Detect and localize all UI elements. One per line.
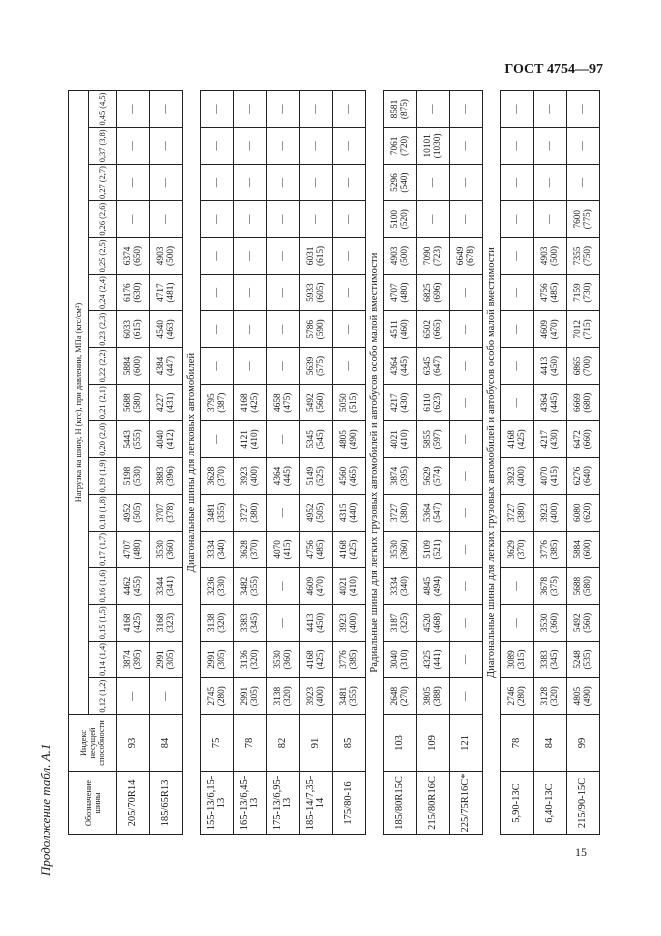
load-value: 5884 (600)	[567, 531, 600, 568]
tire-designation: 175/80-16	[333, 772, 366, 835]
load-value: —	[534, 164, 567, 201]
load-value: 5933 (605)	[300, 274, 333, 311]
load-value: —	[150, 678, 183, 715]
table-row	[300, 91, 333, 835]
table-row	[450, 91, 483, 835]
load-value: —	[267, 494, 300, 531]
load-value: 4364 (445)	[384, 348, 417, 385]
load-index: 78	[234, 715, 267, 772]
load-value: 3727 (380)	[501, 494, 534, 531]
table-row	[267, 91, 300, 835]
load-value: 4325 (441)	[417, 641, 450, 678]
load-value: 4217 (430)	[384, 384, 417, 421]
load-value: 6110 (623)	[417, 384, 450, 421]
load-index: 84	[534, 715, 567, 772]
load-value: 5100 (520)	[384, 201, 417, 238]
load-value: 5884 (600)	[117, 348, 150, 385]
load-value: 3628 (370)	[234, 531, 267, 568]
col-header-index: Индекс несущей способности	[69, 715, 117, 772]
load-value: 10101 (1030)	[417, 128, 450, 165]
col-header-pressure: 0,21 (2,1)	[89, 384, 117, 421]
load-value: 3795 (387)	[201, 384, 234, 421]
load-value: 5492 (560)	[300, 384, 333, 421]
load-value: 2746 (280)	[501, 678, 534, 715]
table-row	[117, 91, 150, 835]
load-value: 4903 (500)	[150, 238, 183, 275]
load-value: 2991 (305)	[234, 678, 267, 715]
load-value: 4364 (445)	[534, 384, 567, 421]
load-index: 93	[117, 715, 150, 772]
load-value: 5855 (597)	[417, 421, 450, 458]
load-value: 4845 (494)	[417, 568, 450, 605]
load-value: —	[267, 421, 300, 458]
tire-designation: 215/90-15C	[567, 772, 600, 835]
load-value: —	[201, 311, 234, 348]
load-value: 3383 (345)	[234, 604, 267, 641]
load-value: —	[267, 128, 300, 165]
load-value: 4168 (425)	[300, 641, 333, 678]
load-index: 103	[384, 715, 417, 772]
load-value: —	[201, 128, 234, 165]
load-value: 6472 (660)	[567, 421, 600, 458]
load-index: 121	[450, 715, 483, 772]
load-value: —	[501, 604, 534, 641]
table-row	[534, 91, 567, 835]
col-header-pressure: 0,23 (2,3)	[89, 311, 117, 348]
load-value: —	[201, 164, 234, 201]
load-value: 3805 (388)	[417, 678, 450, 715]
load-value: 4756 (485)	[534, 274, 567, 311]
col-header-pressure: 0,16 (1,6)	[89, 568, 117, 605]
load-value: 4540 (463)	[150, 311, 183, 348]
load-value: 3040 (310)	[384, 641, 417, 678]
load-value: 3678 (375)	[534, 568, 567, 605]
load-value: 4021 (410)	[384, 421, 417, 458]
load-value: 4364 (445)	[267, 458, 300, 495]
load-value: 3128 (320)	[534, 678, 567, 715]
load-value: —	[150, 91, 183, 128]
load-value: 7012 (715)	[567, 311, 600, 348]
load-value: —	[201, 238, 234, 275]
load-value: —	[267, 201, 300, 238]
load-value: —	[333, 164, 366, 201]
load-value: —	[567, 164, 600, 201]
load-value: —	[501, 348, 534, 385]
load-value: 4021 (410)	[333, 568, 366, 605]
table-row	[234, 91, 267, 835]
section-row	[366, 91, 384, 835]
load-value: 2745 (280)	[201, 678, 234, 715]
load-value: 3923 (400)	[300, 678, 333, 715]
load-value: 3187 (325)	[384, 604, 417, 641]
load-value: —	[201, 348, 234, 385]
load-value: 5688 (580)	[117, 384, 150, 421]
load-value: 4413 (450)	[300, 604, 333, 641]
load-value: 7159 (730)	[567, 274, 600, 311]
load-value: 3923 (400)	[534, 494, 567, 531]
load-value: —	[300, 128, 333, 165]
load-value: 6345 (647)	[417, 348, 450, 385]
table-row	[150, 91, 183, 835]
col-header-pressure: 0,19 (1,9)	[89, 458, 117, 495]
load-index: 75	[201, 715, 234, 772]
load-value: —	[450, 91, 483, 128]
load-value: 3776 (385)	[333, 641, 366, 678]
tire-designation: 185/65R13	[150, 772, 183, 835]
load-value: 3136 (320)	[234, 641, 267, 678]
load-value: —	[501, 91, 534, 128]
load-value: 4903 (500)	[534, 238, 567, 275]
load-value: 3530 (360)	[534, 604, 567, 641]
load-value: 3138 (320)	[201, 604, 234, 641]
load-value: 3236 (330)	[201, 568, 234, 605]
col-header-pressure: 0,37 (3,8)	[89, 128, 117, 165]
load-value: 4560 (465)	[333, 458, 366, 495]
load-value: —	[300, 91, 333, 128]
load-value: —	[333, 201, 366, 238]
load-value: —	[501, 201, 534, 238]
col-header-pressure: 0,26 (2,6)	[89, 201, 117, 238]
load-value: 3874 (395)	[384, 458, 417, 495]
load-value: —	[501, 568, 534, 605]
load-index: 78	[501, 715, 534, 772]
load-value: 3727 (380)	[234, 494, 267, 531]
load-value: 3883 (396)	[150, 458, 183, 495]
load-value: 5364 (547)	[417, 494, 450, 531]
load-value: 3923 (400)	[333, 604, 366, 641]
load-value: 3334 (340)	[201, 531, 234, 568]
load-value: 4658 (475)	[267, 384, 300, 421]
load-value: —	[450, 201, 483, 238]
load-value: 2991 (305)	[201, 641, 234, 678]
load-value: —	[234, 91, 267, 128]
load-value: —	[450, 128, 483, 165]
load-value: 3727 (380)	[384, 494, 417, 531]
load-value: —	[333, 128, 366, 165]
tire-designation: 6,40-13C	[534, 772, 567, 835]
load-value: —	[450, 384, 483, 421]
load-value: 6033 (615)	[117, 311, 150, 348]
load-value: —	[117, 91, 150, 128]
load-value: 2648 (270)	[384, 678, 417, 715]
load-value: —	[234, 274, 267, 311]
load-index: 84	[150, 715, 183, 772]
load-value: —	[417, 201, 450, 238]
load-value: 5443 (555)	[117, 421, 150, 458]
load-value: 5786 (590)	[300, 311, 333, 348]
load-value: —	[450, 494, 483, 531]
load-value: 4717 (481)	[150, 274, 183, 311]
section-row	[183, 91, 201, 835]
col-header-load: Нагрузка на шину, Н (кгс), при давлении, МПа (кгс/см²)	[69, 91, 89, 715]
load-value: —	[201, 201, 234, 238]
load-value: 4805 (490)	[333, 421, 366, 458]
load-value: —	[234, 238, 267, 275]
load-value: 6669 (680)	[567, 384, 600, 421]
load-value: —	[150, 164, 183, 201]
load-value: 5492 (560)	[567, 604, 600, 641]
load-value: 6865 (700)	[567, 348, 600, 385]
page-number: 15	[575, 845, 587, 859]
col-header-pressure: 0,45 (4,5)	[89, 91, 117, 128]
load-value: —	[450, 568, 483, 605]
load-value: 5109 (521)	[417, 531, 450, 568]
load-value: 5248 (535)	[567, 641, 600, 678]
load-value: —	[567, 91, 600, 128]
load-value: —	[234, 348, 267, 385]
load-value: —	[234, 164, 267, 201]
col-header-pressure: 0,14 (1,4)	[89, 641, 117, 678]
load-value: 3628 (370)	[201, 458, 234, 495]
load-value: 8581 (875)	[384, 91, 417, 128]
load-value: 3168 (323)	[150, 604, 183, 641]
load-value: 3481 (355)	[201, 494, 234, 531]
load-value: 4609 (470)	[300, 568, 333, 605]
load-value: —	[267, 238, 300, 275]
load-value: 6276 (640)	[567, 458, 600, 495]
load-value: —	[450, 311, 483, 348]
load-value: 3874 (395)	[117, 641, 150, 678]
load-value: 7061 (720)	[384, 128, 417, 165]
load-value: 4040 (412)	[150, 421, 183, 458]
load-value: 4805 (490)	[567, 678, 600, 715]
load-value: 3530 (360)	[267, 641, 300, 678]
load-value: 5639 (575)	[300, 348, 333, 385]
table-caption: Продолжение табл. А.1	[38, 743, 53, 876]
load-value: 4511 (460)	[384, 311, 417, 348]
load-value: 3089 (315)	[501, 641, 534, 678]
load-value: —	[117, 164, 150, 201]
load-value: —	[333, 91, 366, 128]
load-value: 4315 (440)	[333, 494, 366, 531]
load-value: —	[567, 128, 600, 165]
col-header-pressure: 0,20 (2,0)	[89, 421, 117, 458]
load-value: —	[501, 238, 534, 275]
col-header-pressure: 0,15 (1,5)	[89, 604, 117, 641]
load-value: 5629 (574)	[417, 458, 450, 495]
table-row	[384, 91, 417, 835]
load-value: 4217 (430)	[534, 421, 567, 458]
load-value: 3334 (340)	[384, 568, 417, 605]
table-row	[417, 91, 450, 835]
load-value: 4609 (470)	[534, 311, 567, 348]
load-index: 91	[300, 715, 333, 772]
load-value: 5149 (525)	[300, 458, 333, 495]
table-row	[201, 91, 234, 835]
tire-designation: 225/75R16C*	[450, 772, 483, 835]
load-value: —	[117, 128, 150, 165]
load-value: —	[117, 678, 150, 715]
load-index: 85	[333, 715, 366, 772]
load-value: 4707 (480)	[384, 274, 417, 311]
load-value: 7355 (750)	[567, 238, 600, 275]
load-value: —	[267, 604, 300, 641]
col-header-pressure: 0,12 (1,2)	[89, 678, 117, 715]
load-index: 99	[567, 715, 600, 772]
load-value: —	[534, 91, 567, 128]
rotated-table-wrapper	[68, 91, 593, 835]
load-value: 6649 (678)	[450, 238, 483, 275]
load-value: —	[234, 201, 267, 238]
load-value: 4520 (468)	[417, 604, 450, 641]
table-row	[501, 91, 534, 835]
load-value: 7090 (723)	[417, 238, 450, 275]
load-value: 4903 (500)	[384, 238, 417, 275]
load-value: —	[234, 128, 267, 165]
load-value: 3344 (341)	[150, 568, 183, 605]
tire-designation: 155-13/6,15-13	[201, 772, 234, 835]
load-value: 4168 (425)	[501, 421, 534, 458]
load-value: —	[450, 164, 483, 201]
tire-designation: 185/80R15C	[384, 772, 417, 835]
col-header-designation: Обозначение шины	[69, 772, 117, 835]
load-value: —	[450, 531, 483, 568]
load-value: —	[300, 164, 333, 201]
load-value: —	[417, 164, 450, 201]
section-title: Диагональные шины для легковых автомобилей	[183, 91, 201, 835]
load-value: 4952 (505)	[300, 494, 333, 531]
load-value: 3707 (378)	[150, 494, 183, 531]
load-index: 109	[417, 715, 450, 772]
load-value: —	[534, 201, 567, 238]
col-header-pressure: 0,24 (2,4)	[89, 274, 117, 311]
load-value: 6080 (620)	[567, 494, 600, 531]
load-value: 5198 (530)	[117, 458, 150, 495]
load-value: —	[267, 348, 300, 385]
table-row	[333, 91, 366, 835]
load-value: 3530 (360)	[384, 531, 417, 568]
load-value: 4070 (415)	[534, 458, 567, 495]
load-value: 3383 (345)	[534, 641, 567, 678]
load-value: —	[333, 274, 366, 311]
load-value: 4070 (415)	[267, 531, 300, 568]
load-value: —	[501, 311, 534, 348]
load-value: —	[267, 164, 300, 201]
load-value: —	[450, 641, 483, 678]
load-value: —	[450, 274, 483, 311]
col-header-pressure: 0,27 (2,7)	[89, 164, 117, 201]
load-value: —	[267, 311, 300, 348]
section-title: Диагональные шины для легких грузовых автомобилей и автобусов особо малой вместимости	[483, 91, 501, 835]
load-value: —	[333, 311, 366, 348]
load-value: 4227 (431)	[150, 384, 183, 421]
load-value: 4756 (485)	[300, 531, 333, 568]
table-row	[567, 91, 600, 835]
tire-designation: 215/80R16C	[417, 772, 450, 835]
load-value: 5688 (580)	[567, 568, 600, 605]
load-value: 7600 (775)	[567, 201, 600, 238]
load-value: —	[450, 678, 483, 715]
load-value: —	[267, 568, 300, 605]
load-value: —	[333, 348, 366, 385]
load-value: —	[501, 128, 534, 165]
load-value: 4121 (410)	[234, 421, 267, 458]
load-value: —	[267, 274, 300, 311]
tire-designation: 175-13/6,95-13	[267, 772, 300, 835]
tire-designation: 165-13/6,45-13	[234, 772, 267, 835]
tire-designation: 185-14/7,35-14	[300, 772, 333, 835]
col-header-pressure: 0,17 (1,7)	[89, 531, 117, 568]
standard-code: ГОСТ 4754—97	[504, 62, 603, 77]
load-value: 6502 (665)	[417, 311, 450, 348]
load-value: —	[117, 201, 150, 238]
load-value: 4168 (425)	[234, 384, 267, 421]
tire-designation: 5,90-13C	[501, 772, 534, 835]
load-value: —	[501, 384, 534, 421]
load-value: —	[300, 201, 333, 238]
load-value: 3629 (370)	[501, 531, 534, 568]
load-value: 6031 (615)	[300, 238, 333, 275]
load-value: —	[201, 421, 234, 458]
load-value: 6374 (650)	[117, 238, 150, 275]
load-value: 3776 (385)	[534, 531, 567, 568]
load-value: —	[534, 128, 567, 165]
load-value: —	[234, 311, 267, 348]
load-value: 4413 (450)	[534, 348, 567, 385]
load-value: —	[201, 274, 234, 311]
load-table	[68, 90, 600, 835]
col-header-pressure: 0,25 (2,5)	[89, 238, 117, 275]
load-value: —	[450, 458, 483, 495]
section-row	[483, 91, 501, 835]
load-index: 82	[267, 715, 300, 772]
load-value: 5296 (540)	[384, 164, 417, 201]
load-value: 5050 (515)	[333, 384, 366, 421]
load-value: 4168 (425)	[333, 531, 366, 568]
load-value: —	[150, 201, 183, 238]
load-value: —	[150, 128, 183, 165]
load-value: 4707 (480)	[117, 531, 150, 568]
load-value: —	[501, 164, 534, 201]
load-value: 3923 (400)	[501, 458, 534, 495]
load-value: 3482 (355)	[234, 568, 267, 605]
load-value: —	[450, 421, 483, 458]
load-value: 6176 (630)	[117, 274, 150, 311]
load-value: 4462 (455)	[117, 568, 150, 605]
load-value: 3530 (360)	[150, 531, 183, 568]
load-value: —	[501, 274, 534, 311]
col-header-pressure: 0,22 (2,2)	[89, 348, 117, 385]
load-value: 4384 (447)	[150, 348, 183, 385]
load-value: —	[201, 91, 234, 128]
section-title: Радиальные шины для легких грузовых автомобилей и автобусов особо малой вместимости	[366, 91, 384, 835]
load-value: 3923 (400)	[234, 458, 267, 495]
load-value: —	[267, 91, 300, 128]
col-header-pressure: 0,18 (1,8)	[89, 494, 117, 531]
load-value: 3481 (355)	[333, 678, 366, 715]
load-value: —	[333, 238, 366, 275]
load-value: —	[450, 348, 483, 385]
load-value: 5345 (545)	[300, 421, 333, 458]
load-value: —	[417, 91, 450, 128]
load-value: 3138 (320)	[267, 678, 300, 715]
load-value: 2991 (305)	[150, 641, 183, 678]
load-value: —	[450, 604, 483, 641]
load-value: 4168 (425)	[117, 604, 150, 641]
tire-designation: 205/70R14	[117, 772, 150, 835]
load-value: 6825 (696)	[417, 274, 450, 311]
load-value: 4952 (505)	[117, 494, 150, 531]
